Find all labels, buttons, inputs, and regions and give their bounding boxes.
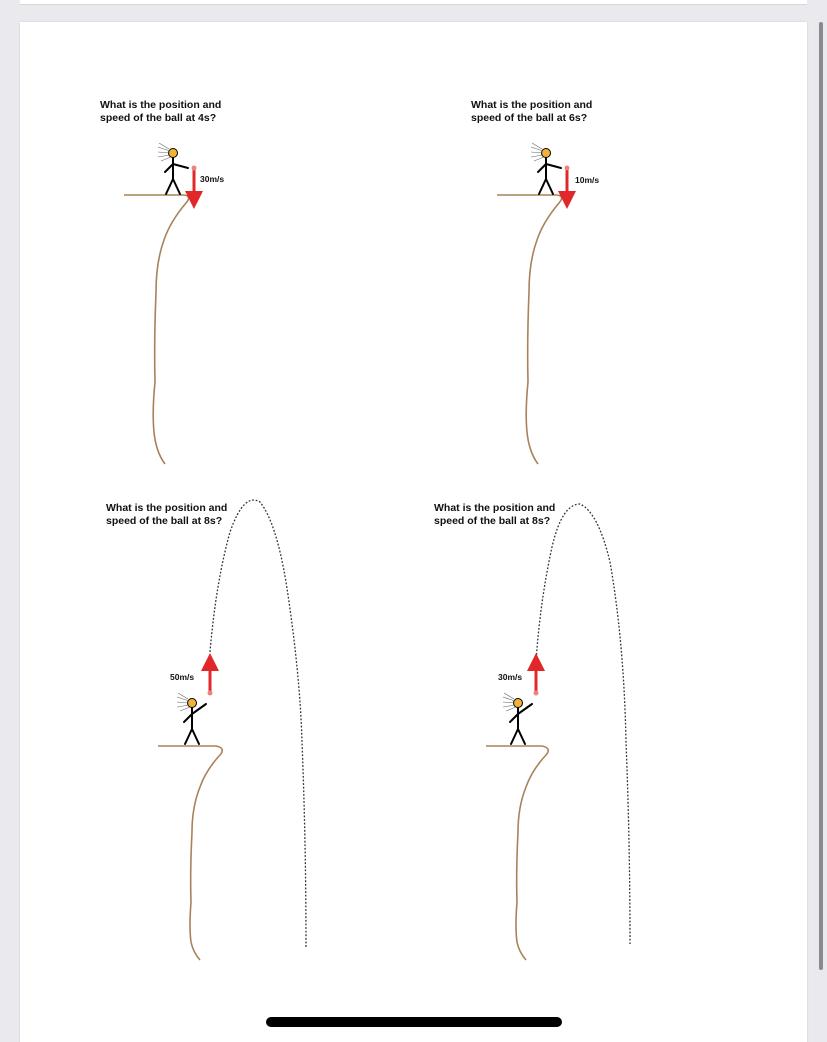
panel-4-thrower-figure [503,693,532,744]
panel-4-velocity-arrow [534,662,539,696]
panel-4-cliff [486,746,548,960]
vertical-scrollbar[interactable] [819,22,823,970]
panel-4-speed-label: 30m/s [498,672,523,682]
panel-3-velocity-arrow [208,662,213,696]
panel-2-speed-label: 10m/s [575,175,600,185]
panel-2-question-line-1: What is the position and [471,99,593,111]
panel-4-question-line-2: speed of the ball at 8s? [434,515,551,527]
panel-2-cliff [497,195,562,464]
panel-2 [471,99,599,464]
panel-3 [106,500,306,960]
panel-3-trajectory [210,500,306,947]
panel-1-thrower-figure [158,143,188,194]
worksheet-page [20,22,807,1042]
panel-2-question-line-2: speed of the ball at 6s? [471,112,588,124]
panel-1-velocity-arrow [192,166,197,201]
panel-1-cliff [124,195,189,464]
home-indicator[interactable] [266,1017,562,1027]
panel-2-velocity-arrow [565,166,570,201]
previous-page-edge [20,0,807,5]
panel-3-question-line-2: speed of the ball at 8s? [106,515,223,527]
worksheet-figure [20,22,807,1042]
panel-1-question-line-2: speed of the ball at 4s? [100,112,217,124]
panel-1 [100,99,224,464]
panel-4 [434,502,630,960]
panel-2-thrower-figure [531,143,561,194]
panel-3-question-line-1: What is the position and [106,502,228,514]
panel-3-thrower-figure [177,693,206,744]
panel-1-speed-label: 30m/s [200,174,225,184]
panel-4-trajectory [536,504,630,944]
panel-3-cliff [158,746,222,960]
panel-4-question-line-1: What is the position and [434,502,556,514]
panel-1-question-line-1: What is the position and [100,99,222,111]
panel-3-speed-label: 50m/s [170,672,195,682]
